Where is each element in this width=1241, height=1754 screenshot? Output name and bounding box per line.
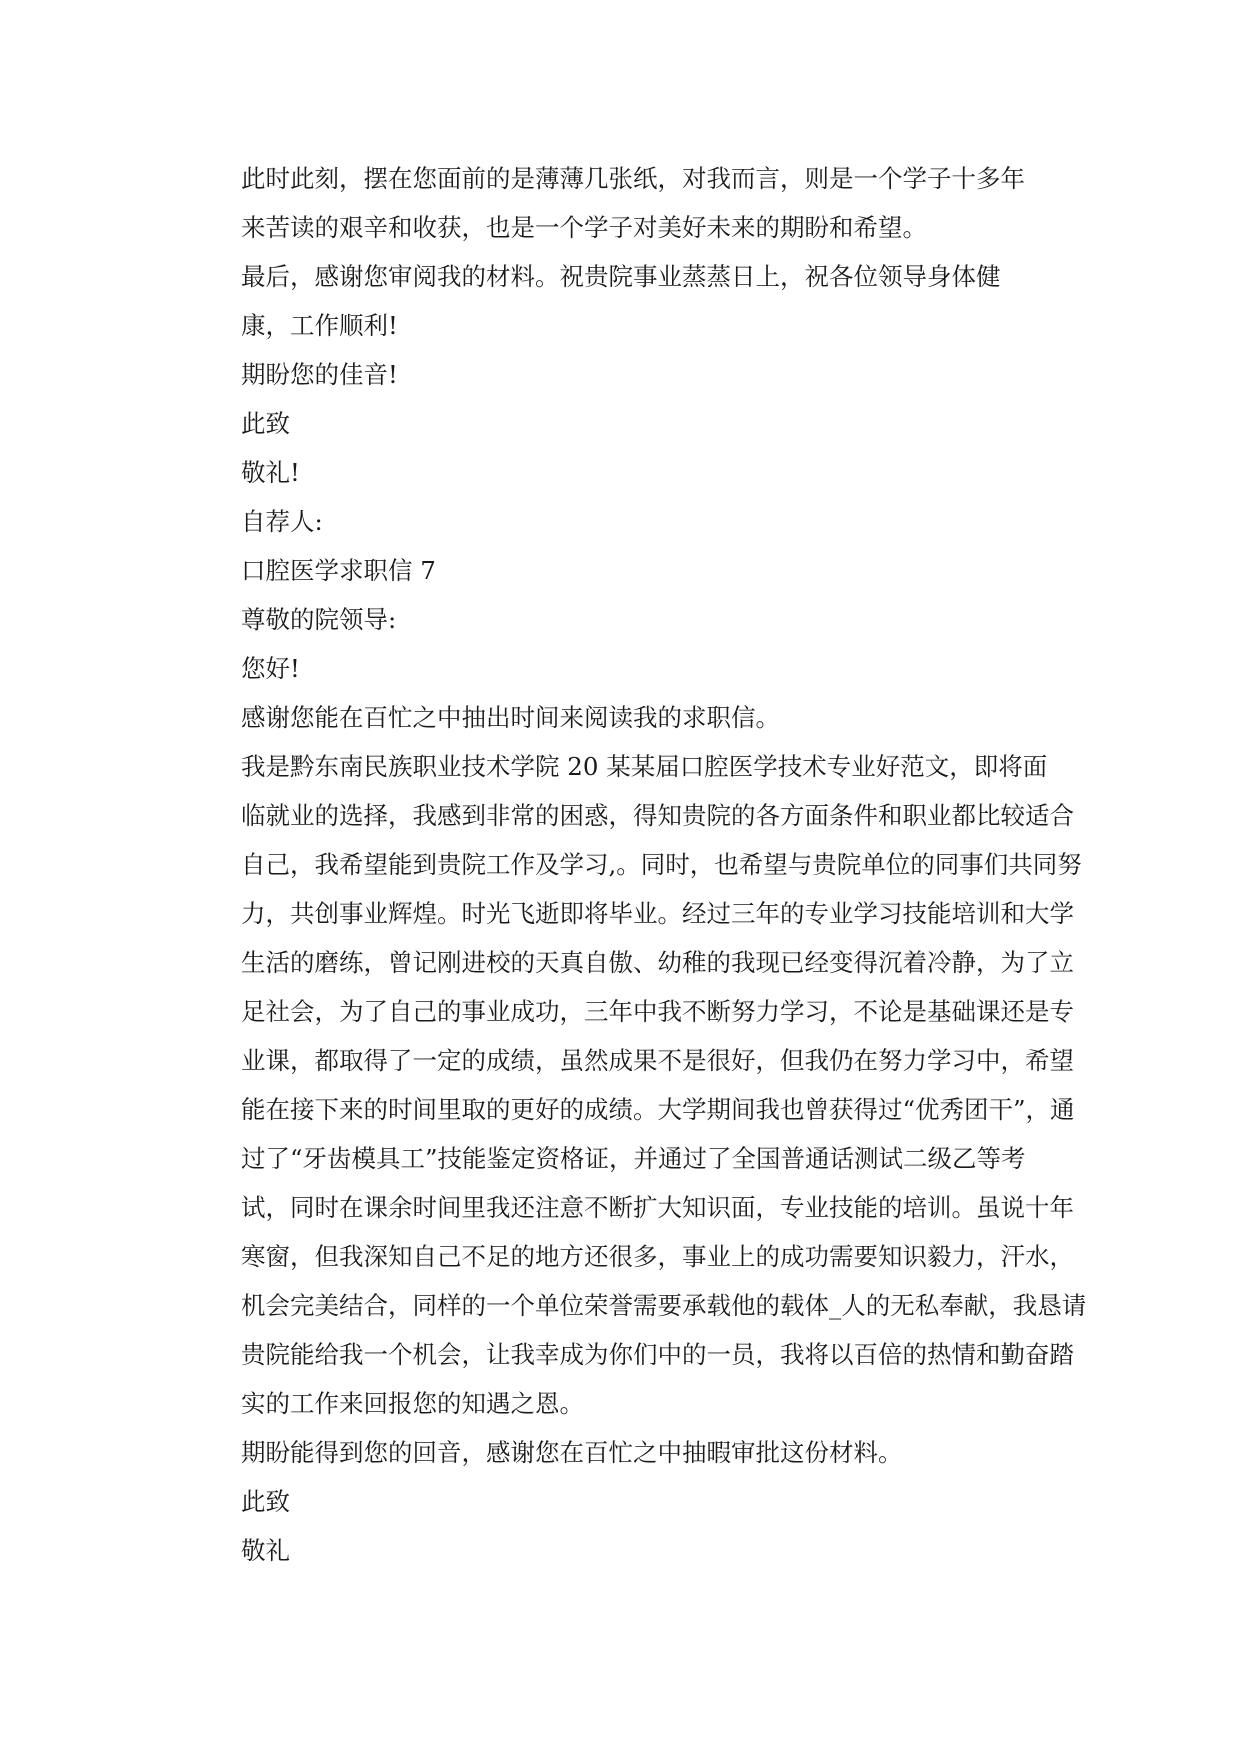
text-line: 此致 [241, 409, 290, 438]
text-line: 尊敬的院领导: [241, 605, 397, 634]
text-line: 能在接下来的时间里取的更好的成绩。大学期间我也曾获得过“优秀团干”，通 [241, 1095, 1075, 1124]
text-line: 口腔医学求职信 7 [241, 556, 436, 585]
text-line: 感谢您能在百忙之中抽出时间来阅读我的求职信。 [241, 703, 780, 732]
text-line: 您好! [241, 654, 300, 683]
text-line: 机会完美结合，同样的一个单位荣誉需要承载他的载体_人的无私奉献，我恳请 [241, 1291, 1087, 1320]
text-line: 此时此刻，摆在您面前的是薄薄几张纸，对我而言，则是一个学子十多年 [241, 164, 1025, 193]
text-line: 敬礼! [241, 458, 300, 487]
paragraph [192, 595, 1052, 644]
letter-body [192, 154, 1087, 1575]
paragraph [192, 252, 1052, 350]
paragraph [192, 448, 1052, 497]
text-line: 力，共创事业辉煌。时光飞逝即将毕业。经过三年的专业学习技能培训和大学 [241, 899, 1074, 928]
paragraph [192, 644, 1052, 693]
text-line: 寒窗，但我深知自己不足的地方还很多，事业上的成功需要知识毅力，汗水， [241, 1242, 1074, 1271]
paragraph [192, 1526, 1052, 1575]
text-line: 敬礼 [241, 1536, 290, 1565]
text-line: 自荐人: [241, 507, 323, 536]
text-line: 临就业的选择，我感到非常的困惑，得知贵院的各方面条件和职业都比较适合 [241, 801, 1074, 830]
text-line: 生活的磨练，曾记刚进校的天真自傲、幼稚的我现已经变得沉着冷静，为了立 [241, 948, 1074, 977]
text-line: 过了“牙齿模具工”技能鉴定资格证，并通过了全国普通话测试二级乙等考 [241, 1144, 1026, 1173]
text-line: 此致 [241, 1487, 290, 1516]
text-line: 来苦读的艰辛和收获，也是一个学子对美好未来的期盼和希望。 [241, 213, 927, 242]
text-line: 业课，都取得了一定的成绩，虽然成果不是很好，但我仍在努力学习中，希望 [241, 1046, 1074, 1075]
paragraph [192, 693, 1052, 742]
text-line: 实的工作来回报您的知遇之恩。 [241, 1389, 584, 1418]
paragraph [192, 742, 1087, 1428]
paragraph [192, 399, 1052, 448]
paragraph [192, 1477, 1052, 1526]
paragraph [192, 1428, 1052, 1477]
text-line: 贵院能给我一个机会，让我幸成为你们中的一员，我将以百倍的热情和勤奋踏 [241, 1340, 1074, 1369]
text-line: 自己，我希望能到贵院工作及学习,。同时，也希望与贵院单位的同事们共同努 [241, 850, 1082, 879]
text-line: 试，同时在课余时间里我还注意不断扩大知识面，专业技能的培训。虽说十年 [241, 1193, 1074, 1222]
paragraph [192, 154, 1052, 252]
text-line: 足社会，为了自己的事业成功，三年中我不断努力学习，不论是基础课还是专 [241, 997, 1074, 1026]
text-line: 最后，感谢您审阅我的材料。祝贵院事业蒸蒸日上，祝各位领导身体健 [241, 262, 1001, 291]
text-line: 康，工作顺利! [241, 311, 398, 340]
text-line: 我是黔东南民族职业技术学院 20 某某届口腔医学技术专业好范文，即将面 [241, 752, 1048, 781]
paragraph [192, 350, 1052, 399]
paragraph [192, 546, 1052, 595]
paragraph [192, 497, 1052, 546]
text-line: 期盼您的佳音! [241, 360, 398, 389]
text-line: 期盼能得到您的回音，感谢您在百忙之中抽暇审批这份材料。 [241, 1438, 903, 1467]
